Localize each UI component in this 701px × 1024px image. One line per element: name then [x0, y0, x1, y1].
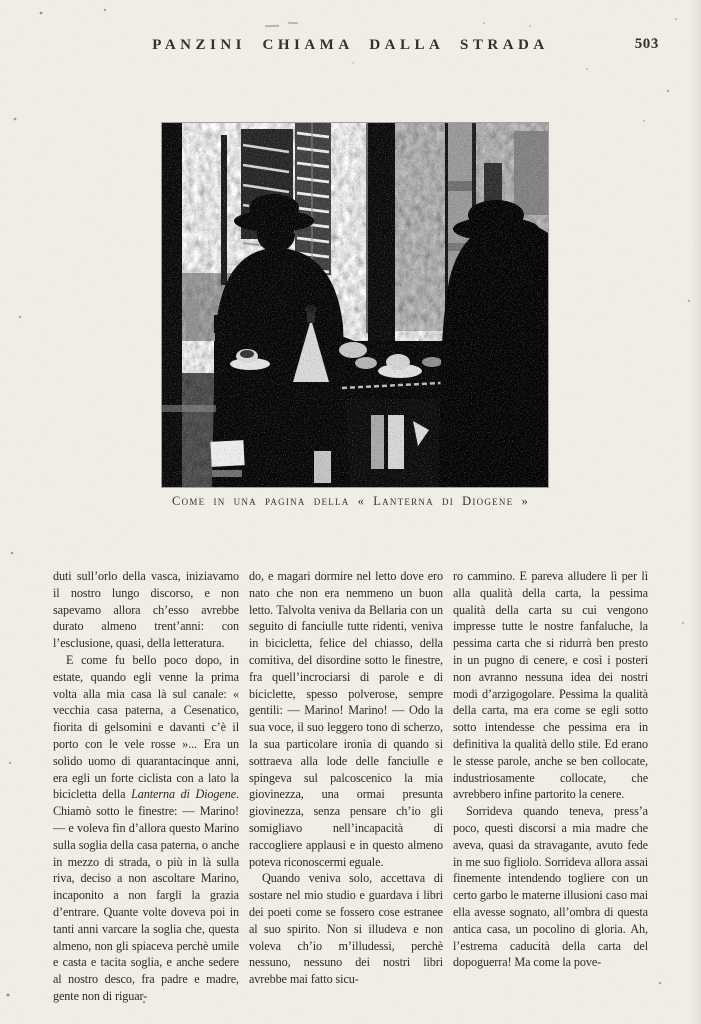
text-segment: ro cammino. E pareva alludere lì per lì alla qualità della carta, la pessima qualità della carta su cui vengono impresse tutte le nostre fanfaluche, la pessima carta che si ridurrà ben presto in un pugno di cenere, e così i posteri non avranno nessuna idea dei nostri modi d’arzigogolare. Pessima la qualità della carta, ma era come se egli sotto sotto intendesse che pessima era in definitiva la qualità dello stile. Ed erano le stesse parole, anche se ben collocate, industriosamente collocate, che avrebbero infine partorito la cenere.	[453, 569, 648, 802]
text-column-2	[249, 568, 443, 988]
text-paragraph	[53, 568, 239, 652]
text-column-3	[453, 568, 648, 971]
text-paragraph	[53, 652, 239, 1005]
scan-artifact	[288, 22, 298, 25]
running-head	[0, 36, 701, 54]
text-segment: Quando veniva solo, accettava di sostare nel mio studio e guardava i libri dei poeti come se fossero cose estranee al suo spirito. Non si illudeva e non voleva ch’io m’illudessi, perchè nessuno, nessuno dei nostri libri avrebbe mai fatto sicu-	[249, 871, 443, 987]
text-segment: duti sull’orlo della vasca, iniziavamo il nostro lungo discorso, e non sapevamo allora ch’esso avrebbe durato almeno trent’anni: con l’esclusione, quasi, della letteratura.	[53, 569, 239, 651]
text-segment: E come fu bello poco dopo, in estate, quando egli venne la prima volta alla mia casa là sul canale: « vecchia casa paterna, a Cesenatico, fiorita di gelsomini e davanti c’è il porto con le vele rosse »... Era un solido uomo di quarantacinque anni, era egli un forte ciclista con a lato la bicicletta della	[53, 652, 239, 802]
book-title-italic: Lanterna di Diogene	[131, 787, 237, 802]
film-grain-dark	[162, 123, 548, 487]
scan-artifact	[265, 25, 279, 27]
text-segment: do, e magari dormire nel letto dove ero nato che non era nemmeno un buon letto. Talvolta veniva da Bellaria con un seguito di fanciulle tutte ridenti, veniva in bicicletta, felice del chiasso, della comitiva, del disordine sotto le finestre, fra quell’incrociarsi di parole e di biciclette, spesso polverose, sempre gentili: — Marino! Marino! — Odo la sua voce, il suo leggero tono di scherzo, la sua particolare ironia di quando si sottraeva alla lode delle fanciulle e spingeva sul palcoscenico la mia giovinezza, una ormai presunta giovinezza, senza pensare ch’io gli somigliavo nell’incapacità di raccogliere applausi e in questo almeno poteva riconoscermi eguale.	[249, 569, 443, 869]
text-paragraph	[249, 568, 443, 870]
photograph	[162, 123, 548, 487]
text-paragraph	[453, 803, 648, 971]
text-column-1	[53, 568, 239, 1005]
chapter-title: PANZINI CHIAMA DALLA STRADA	[152, 37, 549, 53]
scan-speckles	[0, 0, 2, 2]
page-number: 503	[634, 36, 659, 52]
photo-caption: Come in una pagina della « Lanterna di Diogene »	[171, 494, 530, 508]
text-paragraph	[453, 568, 648, 803]
text-segment: . Chiamò sotto le finestre: — Marino! — e voleva fin d’allora questo Marino sulla soglia della casa paterna, o anche in mezzo di strada, o più in là sulla riva, deciso a non ascoltare Marino, incaponito a non fargli la grazia d’entrare. Quante volte doveva poi in tanti anni varcare la soglia che, questa almeno, non gli spiaceva perchè umile e casta e tacita soglia, e anche sedere al nostro desco, fra padre e madre, gente non di riguar-	[53, 787, 239, 1003]
text-segment: Sorrideva quando teneva, press’a poco, questi discorsi a mia madre che aveva, quasi da stravagante, avuto fede in me suo figliolo. Sorrideva allora assai finemente intendendo togliere con un certo garbo le materne illusioni caso mai ella avesse sognato, all’ombra di questa antica casa, un pocolino di gloria. Ah, l’estrema caducità della carta del dopoguerra! Ma come la pove-	[453, 804, 648, 970]
photo-image	[162, 123, 548, 487]
text-paragraph	[249, 870, 443, 988]
